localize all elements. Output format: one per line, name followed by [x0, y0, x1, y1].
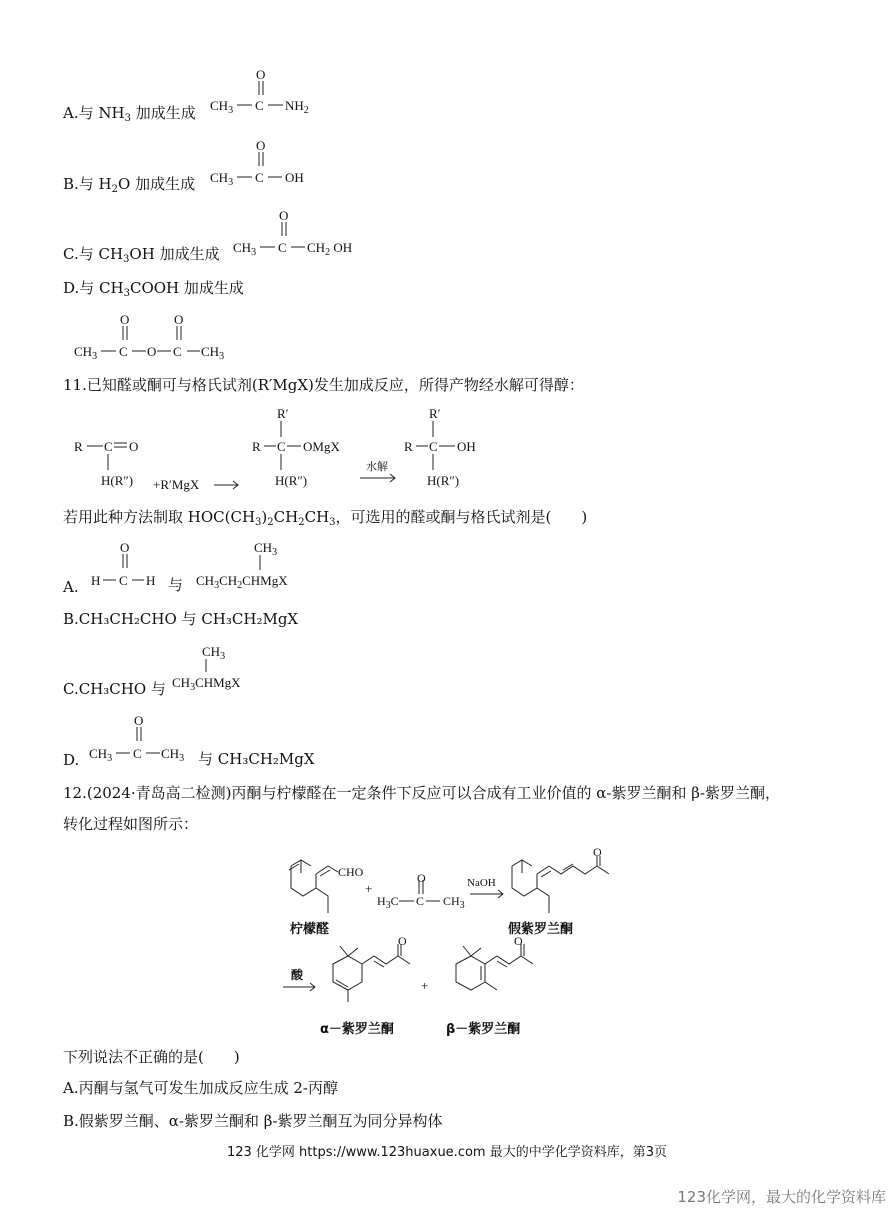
alpha-ionone-label: α－紫罗兰酮 — [320, 1022, 394, 1037]
q10-b-tail: O 加成生成 — [118, 175, 196, 193]
hydrolysis-label: 水解 — [366, 461, 388, 473]
watermark: 123化学网，最大的化学资料库 — [677, 1188, 886, 1206]
q10-b-label: B.与 H — [63, 175, 112, 193]
q10-d-tail: COOH 加成生成 — [129, 279, 244, 297]
q11-q-part: CH — [304, 508, 330, 526]
q10-b-sub: 2 — [111, 184, 119, 195]
acid-label: 酸 — [291, 968, 304, 982]
q12-option-a: A.丙酮与氢气可发生加成反应生成 2-丙醇 — [63, 1079, 338, 1097]
q11-q-part: CH — [273, 508, 299, 526]
q11-option-b: B.CH₃CH₂CHO 与 CH₃CH₂MgX — [63, 610, 299, 628]
naoh-label: NaOH — [467, 877, 496, 889]
beta-ionone-label: β－紫罗兰酮 — [446, 1022, 521, 1037]
q10-c-label: C.与 CH — [63, 245, 124, 263]
q11-q-sub: 3 — [255, 517, 262, 528]
q10-a-sub: 3 — [124, 113, 131, 124]
q11-d-with: 与 CH₃CH₂MgX — [198, 750, 315, 768]
q11-q-sub: 2 — [267, 517, 274, 528]
q11-q-part: ，可选用的醛或酮与格氏试剂是( ) — [335, 508, 588, 526]
q10-a-tail: 加成生成 — [130, 104, 196, 122]
q11-option-d: D. — [63, 751, 80, 769]
q12-stem-line2: 转化过程如图所示： — [63, 815, 199, 833]
q11-option-c: C.CH₃CHO 与 — [63, 680, 166, 698]
q11-q-part: 若用此种方法制取 HOC(CH — [63, 508, 256, 526]
q10-d-label: D.与 CH — [63, 279, 124, 297]
q10-d-sub: 3 — [123, 288, 130, 299]
grignard-reagent-label: +R′MgX — [153, 477, 200, 492]
q11-stem: 11.已知醛或酮可与格氏试剂(R′MgX)发生加成反应，所得产物经水解可得醇： — [63, 376, 584, 394]
q10-c-tail: OH 加成生成 — [129, 245, 220, 263]
q11-q-part: ) — [261, 508, 268, 526]
q11-q-sub: 3 — [329, 517, 336, 528]
citral-label: 柠檬醛 — [290, 922, 330, 937]
q11-a-with: 与 — [168, 576, 184, 594]
q12-option-b: B.假紫罗兰酮、α-紫罗兰酮和 β-紫罗兰酮互为同分异构体 — [63, 1112, 443, 1130]
q11-q-sub: 2 — [298, 517, 305, 528]
pseudoionone-label: 假紫罗兰酮 — [508, 922, 574, 937]
q11-option-a: A. — [63, 578, 79, 596]
q10-a-label: A.与 NH — [63, 104, 125, 122]
q12-ask: 下列说法不正确的是( ) — [63, 1048, 240, 1066]
page-footer: 123 化学网 https://www.123huaxue.com 最大的中学化学资料库，第3页 — [226, 1145, 667, 1160]
q12-stem-line1: 12.(2024·青岛高二检测)丙酮与柠檬醛在一定条件下反应可以合成有工业价值的 α-紫罗兰酮和 β-紫罗兰酮， — [63, 784, 780, 802]
q10-c-sub: 3 — [123, 254, 130, 265]
